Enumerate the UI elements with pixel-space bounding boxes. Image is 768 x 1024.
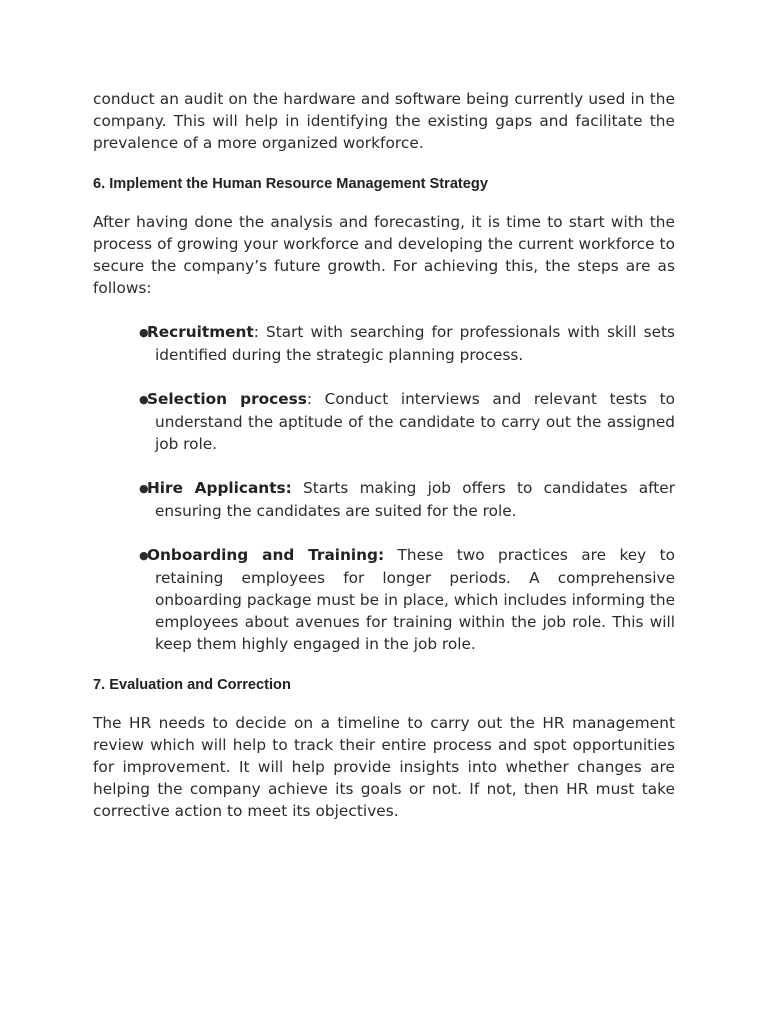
bullet-icon: ●: [139, 549, 149, 562]
intro-paragraph: conduct an audit on the hardware and software being currently used in the company. This will help in identifying the existing gaps and facilitate the prevalence of a more organized workforce.: [93, 90, 675, 152]
document-page: [93, 88, 675, 822]
bullet-term: Hire Applicants:: [147, 479, 292, 497]
bullet-text: These two practices are key to retaining employees for longer periods. A comprehensive onboarding package must be in place, which includes informing the employees about avenues for training within the job role. This will keep them highly engaged in the job role.: [155, 546, 675, 653]
steps-list: [93, 321, 675, 655]
bullet-text: Starts making job offers to candidates after ensuring the candidates are suited for the role.: [155, 479, 675, 520]
bullet-icon: ●: [139, 326, 149, 339]
bullet-text: : Conduct interviews and relevant tests to understand the aptitude of the candidate to carry out the assigned job role.: [155, 390, 676, 453]
section-7-heading: 7. Evaluation and Correction: [93, 677, 291, 693]
section-7-paragraph: The HR needs to decide on a timeline to carry out the HR management review which will help to track their entire process and spot opportunities for improvement. It will help provide insights into whether changes are helping the company achieve its goals or not. If not, then HR must take corrective action to meet its objectives.: [93, 714, 675, 820]
bullet-icon: ●: [139, 393, 149, 406]
list-item-onboarding: [131, 544, 675, 655]
bullet-icon: ●: [139, 482, 149, 495]
list-item-recruitment: [131, 321, 675, 366]
section-6-heading: 6. Implement the Human Resource Management Strategy: [93, 176, 488, 192]
bullet-term: Onboarding and Training:: [147, 546, 385, 564]
bullet-term: Selection process: [147, 390, 307, 408]
list-item-hire: [131, 477, 675, 522]
section-6-paragraph: After having done the analysis and forecasting, it is time to start with the process of growing your workforce and developing the current workforce to secure the company’s future growth. For achieving this, the steps are as follows:: [93, 213, 675, 297]
bullet-text: : Start with searching for professionals with skill sets identified during the strategic planning process.: [155, 323, 675, 364]
list-item-selection: [131, 388, 675, 455]
bullet-term: Recruitment: [147, 323, 254, 341]
